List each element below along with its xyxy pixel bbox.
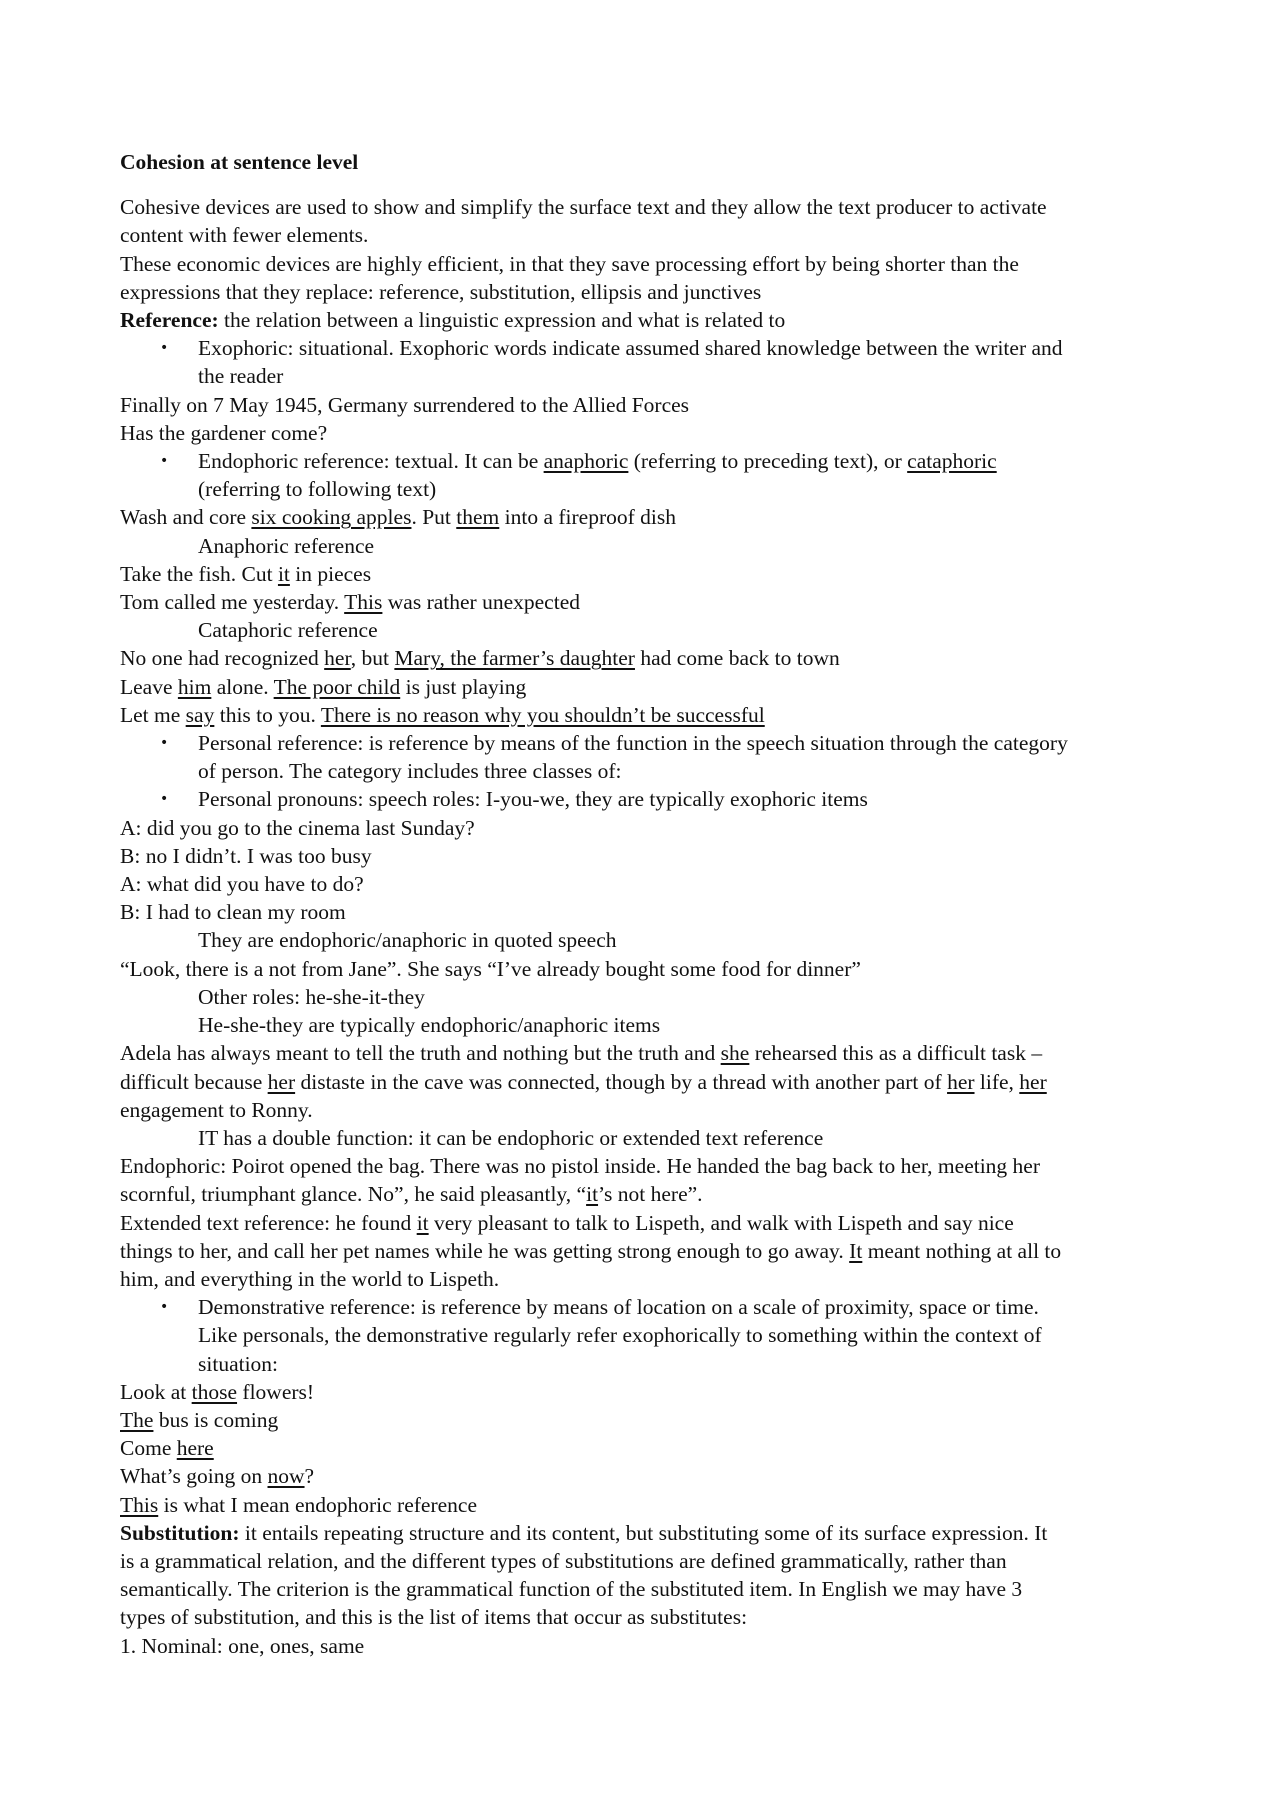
underlined-term: say [185,702,215,727]
text-segment: life, [974,1069,1020,1094]
text-segment: Like personals, the demonstrative regularly refer exophorically to something within the context of [198,1323,1042,1348]
text-segment: meant nothing at all to [862,1238,1062,1263]
text-line [120,362,1180,390]
text-segment: Adela has always meant to tell the truth and nothing but the truth and [120,1041,721,1066]
bullet-personal-pronouns [120,785,1180,813]
text-segment: rehearsed this as a difficult task – [749,1041,1043,1066]
text-segment: . Put [411,505,457,530]
text-segment: into a fireproof dish [499,505,677,530]
text-segment: 1. Nominal: one, ones, same [120,1633,365,1658]
text-segment: the reader [198,364,284,389]
text-segment: difficult because [120,1069,268,1094]
example-line [120,1491,1180,1519]
example-line [120,1378,1180,1406]
text-segment: Finally on 7 May 1945, Germany surrendered to the Allied Forces [120,392,690,417]
text-segment: Has the gardener come? [120,420,328,445]
text-segment: Endophoric: Poirot opened the bag. There was no pistol inside. He handed the bag back to her, meeting her [120,1154,1041,1179]
example-line [120,560,1180,588]
text-segment: Let me [120,702,186,727]
underlined-term: it [277,561,290,586]
text-line [120,475,1180,503]
text-segment: (referring to following text) [198,477,437,502]
text-segment: B: no I didn’t. I was too busy [120,843,372,868]
underlined-term: The [120,1407,154,1432]
text-segment: things to her, and call her pet names while he was getting strong enough to go away. [120,1238,850,1263]
example-line [120,673,1180,701]
example-line [120,1152,1180,1180]
underlined-term: This [120,1492,159,1517]
text-segment: Endophoric reference: textual. It can be [198,449,544,474]
text-segment: in pieces [289,561,372,586]
text-line [120,250,1180,278]
example-line [120,1237,1180,1265]
text-segment: Anaphoric reference [198,533,375,558]
text-segment: ? [304,1464,315,1489]
text-segment: bus is coming [153,1407,279,1432]
example-line [120,1265,1180,1293]
text-segment: Extended text reference: he found [120,1210,417,1235]
text-segment: scornful, triumphant glance. No”, he said pleasantly, “ [120,1182,587,1207]
text-segment: ’s not here”. [598,1182,703,1207]
text-segment: alone. [211,674,274,699]
text-line [120,1321,1180,1349]
text-segment: IT has a double function: it can be endophoric or extended text reference [198,1125,824,1150]
underlined-term: it [416,1210,429,1235]
underlined-term: them [456,505,500,530]
example-line [120,1434,1180,1462]
substitution-definition [120,1519,1180,1547]
underlined-term: her [947,1069,975,1094]
underlined-term: It [849,1238,863,1263]
text-segment: is just playing [400,674,527,699]
substitution-label: Substitution: [120,1520,240,1545]
text-segment: of person. The category includes three classes of: [198,759,622,784]
text-segment: A: what did you have to do? [120,872,364,897]
text-segment: Cohesive devices are used to show and simplify the surface text and they allow the text producer to activate [120,195,1047,220]
text-segment: Demonstrative reference: is reference by means of location on a scale of proximity, space or time. [198,1295,1039,1320]
example-line [120,1096,1180,1124]
subheading-line [120,926,1180,954]
text-line [120,1547,1180,1575]
text-segment: Look at [120,1379,192,1404]
text-segment: is what I mean endophoric reference [158,1492,477,1517]
text-segment: Personal reference: is reference by means of the function in the speech situation through the category [198,731,1068,756]
bullet-exophoric [120,334,1180,362]
example-line [120,1209,1180,1237]
example-line [120,701,1180,729]
text-segment: He-she-they are typically endophoric/anaphoric items [198,1013,661,1038]
text-segment: flowers! [237,1379,315,1404]
example-line [120,644,1180,672]
dialogue-line [120,814,1180,842]
text-segment: These economic devices are highly efficient, in that they save processing effort by being shorter than the [120,251,1019,276]
text-segment: Other roles: he-she-it-they [198,984,425,1009]
underlined-term: cataphoric [907,449,997,474]
document-title: Cohesion at sentence level [120,150,359,174]
example-line [120,1180,1180,1208]
document-page [120,148,1180,1660]
dialogue-line [120,870,1180,898]
bullet-endophoric [120,447,1180,475]
text-segment: Exophoric: situational. Exophoric words indicate assumed shared knowledge between the writer and [198,336,1063,361]
text-segment: him, and everything in the world to Lispeth. [120,1266,500,1291]
text-segment: Leave [120,674,178,699]
text-line [120,1350,1180,1378]
text-segment: was rather unexpected [382,590,580,615]
underlined-term: her [324,646,351,671]
example-line [120,588,1180,616]
dialogue-line [120,842,1180,870]
underlined-term: The poor child [273,674,401,699]
dialogue-line [120,898,1180,926]
underlined-term: anaphoric [543,449,629,474]
text-segment: semantically. The criterion is the grammatical function of the substituted item. In English we may have 3 [120,1577,1023,1602]
text-line [120,757,1180,785]
text-segment: “Look, there is a not from Jane”. She says “I’ve already bought some food for dinner” [120,956,861,981]
bullet-personal-reference [120,729,1180,757]
example-line [120,1406,1180,1434]
text-segment: Wash and core [120,505,252,530]
list-item-nominal [120,1632,1180,1660]
example-line [120,419,1180,447]
text-segment: Come [120,1436,177,1461]
example-line [120,391,1180,419]
example-line [120,955,1180,983]
subheading-line [120,1124,1180,1152]
text-segment: Cataphoric reference [198,618,378,643]
text-segment: distaste in the cave was connected, though by a thread with another part of [295,1069,948,1094]
reference-label: Reference: [120,308,219,333]
text-segment: very pleasant to talk to Lispeth, and walk with Lispeth and say nice [428,1210,1014,1235]
underlined-term: now [267,1464,305,1489]
underlined-term: six cooking apples [251,505,412,530]
text-segment: had come back to town [634,646,840,671]
text-line [120,278,1180,306]
text-segment: A: did you go to the cinema last Sunday? [120,815,475,840]
text-segment: They are endophoric/anaphoric in quoted speech [198,928,617,953]
text-line [120,1575,1180,1603]
text-segment: the relation between a linguistic expression and what is related to [224,308,786,333]
text-segment: Personal pronouns: speech roles: I-you-we, they are typically exophoric items [198,787,868,812]
text-line [120,193,1180,221]
text-segment: No one had recognized [120,646,325,671]
underlined-term: Mary, the farmer’s daughter [394,646,635,671]
subheading-line [120,983,1180,1011]
example-line [120,1068,1180,1096]
subheading-line [120,532,1180,560]
text-segment: (referring to preceding text), or [628,449,908,474]
subheading-line [120,1011,1180,1039]
underlined-term: here [176,1436,214,1461]
text-segment: B: I had to clean my room [120,900,346,925]
underlined-term: she [720,1041,750,1066]
subheading-line [120,616,1180,644]
text-segment: expressions that they replace: reference, substitution, ellipsis and junctives [120,279,762,304]
text-segment: this to you. [214,702,321,727]
text-segment: types of substitution, and this is the list of items that occur as substitutes: [120,1605,748,1630]
text-segment: it entails repeating structure and its content, but substituting some of its surface expression. It [244,1520,1048,1545]
underlined-term: those [191,1379,238,1404]
underlined-term: This [344,590,383,615]
reference-definition [120,306,1180,334]
text-segment: Tom called me yesterday. [120,590,345,615]
underlined-term: There is no reason why you shouldn’t be successful [320,702,765,727]
bullet-demonstrative-reference [120,1293,1180,1321]
text-segment: engagement to Ronny. [120,1097,313,1122]
text-segment: , but [350,646,395,671]
underlined-term: him [177,674,212,699]
example-line [120,1462,1180,1490]
text-segment: Take the fish. Cut [120,561,278,586]
text-segment: situation: [198,1351,279,1376]
text-segment: is a grammatical relation, and the different types of substitutions are defined grammatically, rather than [120,1548,1007,1573]
example-line [120,1039,1180,1067]
underlined-term: her [1019,1069,1047,1094]
text-line [120,221,1180,249]
text-line [120,1603,1180,1631]
underlined-term: her [267,1069,296,1094]
text-segment: content with fewer elements. [120,223,369,248]
underlined-term: it [586,1182,599,1207]
text-segment: What’s going on [120,1464,268,1489]
example-line [120,503,1180,531]
